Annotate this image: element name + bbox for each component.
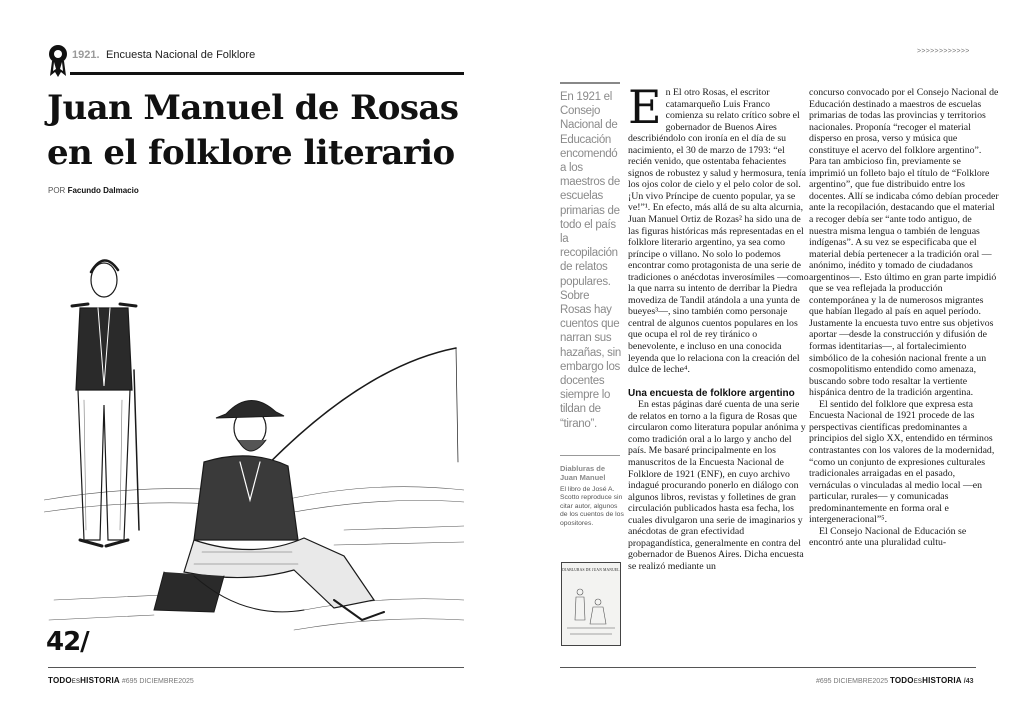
byline-author: Facundo Dalmacio <box>67 186 139 195</box>
paragraph-4: El sentido del folklore que expresa esta Encuesta Nacional de 1921 procede de las perspectivas científicas predominantes a principios del siglo XX, entendido en términos contrastantes con los valores de la modernidad, “como un conjunto de expresiones culturales tradicionales arraigadas en el pasado, vernáculas o vinculadas al medio local —en particular, rurales— y comunicadas predominantemente en forma oral e intergeneracional”⁵. <box>809 398 995 526</box>
pullquote-rule <box>560 82 620 84</box>
book-cover-image <box>561 562 621 646</box>
kicker-section: Encuesta Nacional de Folklore <box>106 49 256 61</box>
header-rule <box>70 72 464 75</box>
body-column-1 <box>628 80 809 572</box>
footer-brand-right <box>890 676 962 685</box>
footer-issue-right: #695 DICIEMBRE2025 <box>816 678 888 685</box>
footer-issue-left: #695 DICIEMBRE2025 <box>121 678 194 685</box>
right-page <box>512 0 1024 717</box>
rosas-engraving-illustration <box>44 200 464 652</box>
paragraph-1-text: n El otro Rosas, el escritor catamarqueño Luis Franco comienza su relato crítico sobre el gobernador de Buenos Aires describiéndolo con ironía en el día de su nacimiento, el 30 de marzo de 1793: “el recién venido, que ostentaba fehacientes signos de robustez y salud y hermosura, tenía los ojos color de cielo y el pelo color de sol. ¡Un vivo Príncipe de cuento popular, ya se ve!”¹. En efecto, más allá de su alta alcurnia, Juan Manuel Ortiz de Rozas² ha sido una de las figuras históricas más representadas en el folklore literario argentino, ya sea como príncipe o villano. No solo lo podemos encontrar como protagonista de una serie de tradiciones o anécdotas inverosímiles —como la que narra su intento de derribar la Piedra movediza de Tandil atándola a una yunta de bueyes³—, sino también como personaje central de algunos cuentos populares en los que ocupa el rol de rey tiránico o benevolente, e incluso en una conocida leyenda que lo relaciona con la creación del dulce de leche⁴. <box>628 87 809 376</box>
subhead: Una encuesta de folklore argentino <box>628 387 795 399</box>
book-cover-art <box>562 572 620 644</box>
brand-historia: HISTORIA <box>922 676 962 685</box>
continue-arrows: >>>>>>>>>>>> <box>917 48 970 55</box>
footer-right <box>816 676 973 685</box>
footer-rule-left <box>48 667 464 668</box>
brand-es: ES <box>913 679 923 685</box>
drop-cap: E <box>628 80 662 134</box>
byline-prefix: POR <box>48 186 66 195</box>
page-number-right: /43 <box>963 678 974 685</box>
brand-todo: TODO <box>889 676 914 685</box>
kicker-year: 1921. <box>72 49 100 61</box>
book-cover-title: DIABLURAS DE JUAN MANUEL <box>562 568 620 572</box>
paragraph-1 <box>628 80 809 376</box>
footer-rule-right <box>560 667 976 668</box>
page-number-left: 42/ <box>46 627 89 657</box>
brand-es: ES <box>71 679 81 685</box>
body-column-2 <box>809 87 999 549</box>
footer-brand-left <box>48 676 120 685</box>
headline-line-1: Juan Manuel de Rosas <box>47 88 459 128</box>
brand-todo: TODO <box>48 676 72 685</box>
byline <box>48 186 139 195</box>
article-headline <box>47 86 467 176</box>
caption-title: Diabluras de Juan Manuel <box>560 464 606 482</box>
pullquote: En 1921 el Consejo Nacional de Educación encomendó a los maestros de escuelas primarias de todo el país la recopilación de relatos populares. Sobre Rosas hay cuentos que narran sus hazañas, sin embargo los docentes siempre lo tildan de “tirano”. <box>560 91 621 430</box>
headline-line-2: en el folklore literario <box>47 133 455 173</box>
caption-text: El libro de José A. Scotto reproduce sin citar autor, algunos de los cuentos de los opositores. <box>560 486 624 527</box>
paragraph-5: El Consejo Nacional de Educación se encontró ante una pluralidad cultu- <box>809 525 967 549</box>
caption-rule <box>560 455 620 456</box>
footer-left <box>48 676 194 685</box>
paragraph-2: En estas páginas daré cuenta de una serie de relatos en torno a la figura de Rosas que circularon como literatura popular anónima y como tradición oral a lo largo y ancho del país. Me basaré principalmente en los manuscritos de la Encuesta Nacional de Folklore de 1921 (ENF), en cuyo archivo indagué procurando ponerlo en diálogo con algunos libros, revistas y folletines de gran circulación publicados hasta esa fecha, los cuales divulgaron una serie de imaginarios y anécdotas de gran efectividad propagandística, generalmente en contra del gobernador de Buenos Aires. Dicha encuesta se realizó mediante un <box>628 399 806 572</box>
medal-icon <box>48 44 68 78</box>
brand-historia: HISTORIA <box>80 676 120 685</box>
paragraph-3: concurso convocado por el Consejo Nacional de Educación destinado a maestros de escuelas primarias de todas las provincias y territorios nacionales. Proponía “recoger el material disperso en prosa, verso y música que constituye el acervo del folklore argentino”. Para tan ambicioso fin, previamente se imprimió un folleto bajo el título de “Folklore argentino”, que fue distribuido entre los docentes. Allí se indicaba cómo debían proceder ante la recopilación, destacando que el material a recoger debía ser “ante todo antiguo, de nuestra misma lengua o también de lenguas indígenas”. A su vez se especificaba que el material debía pertenecer a la tradición oral —anónimo, inédito y tomado de ciudadanos argentinos—. Esto último en gran parte impidió que se vea reflejada la producción contemporánea y la de numerosos migrantes que habían llegado al país en aquel período. Justamente la encuesta tuvo entre sus objetivos aportar —desde la construcción y difusión de formas identitarias—, al fortalecimiento simbólico de la cohesión nacional frente a un cosmopolitismo entendido como amenaza, buscando sobre todo resaltar la vertiente hispánica dentro de la tradición argentina. <box>809 87 999 399</box>
